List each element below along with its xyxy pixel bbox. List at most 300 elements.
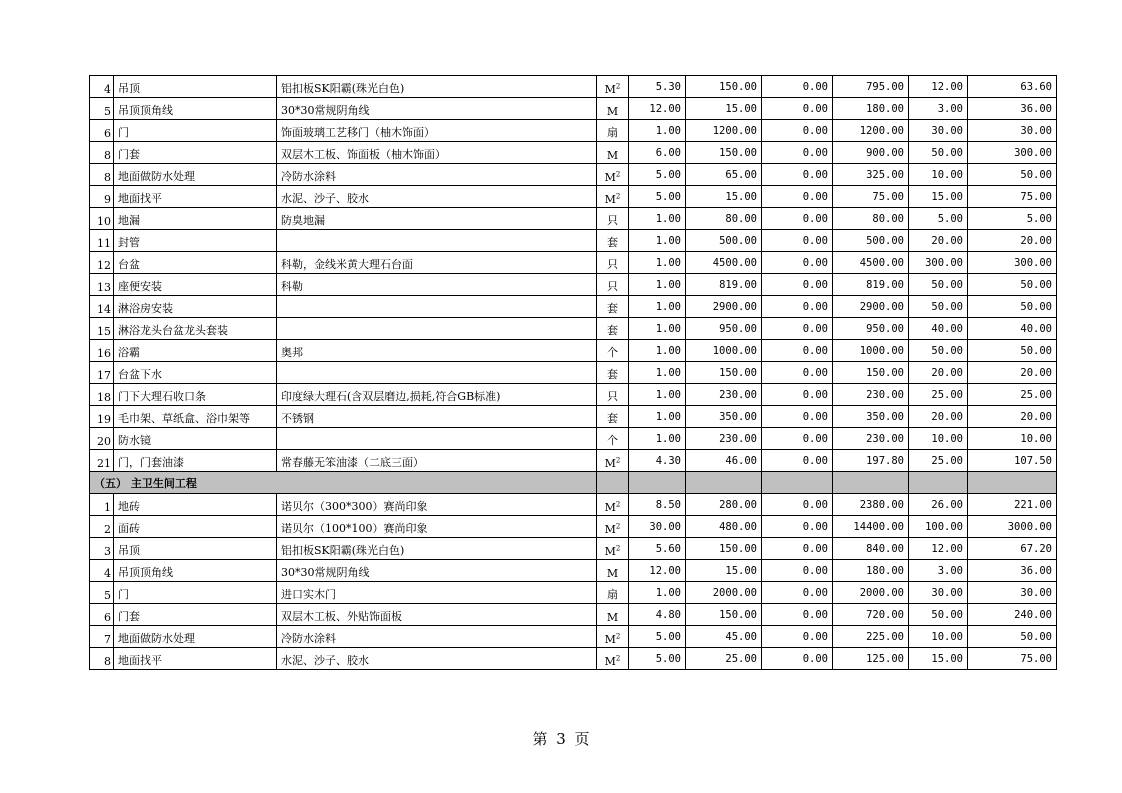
- row-index-cell: 8: [90, 142, 114, 164]
- amount-cell: 25.00: [968, 384, 1057, 406]
- line-total-cell: 900.00: [833, 142, 909, 164]
- item-name-cell: 门套: [114, 142, 277, 164]
- unit-superscript: 2: [615, 544, 621, 553]
- item-spec-cell: 30*30常规阴角线: [277, 98, 597, 120]
- unit-text: M: [606, 105, 619, 118]
- item-unit-cell: [597, 560, 629, 582]
- table-row: [90, 296, 1057, 318]
- table-row: [90, 406, 1057, 428]
- item-spec-cell: [277, 230, 597, 252]
- line-total-cell: 1000.00: [833, 340, 909, 362]
- rate-cell: 10.00: [909, 626, 968, 648]
- line-total-cell: 1200.00: [833, 120, 909, 142]
- aux-cost-cell: 0.00: [762, 340, 833, 362]
- table-body-part-1: [90, 76, 1057, 472]
- unit-price-cell: 819.00: [686, 274, 762, 296]
- rate-cell: 20.00: [909, 362, 968, 384]
- row-index-cell: 17: [90, 362, 114, 384]
- quantity-cell: 8.50: [629, 494, 686, 516]
- table-body-part-2: [90, 494, 1057, 670]
- amount-cell: 30.00: [968, 120, 1057, 142]
- rate-cell: 10.00: [909, 428, 968, 450]
- quantity-cell: 1.00: [629, 582, 686, 604]
- table-row: [90, 582, 1057, 604]
- rate-cell: 3.00: [909, 98, 968, 120]
- amount-cell: 5.00: [968, 208, 1057, 230]
- table-row: [90, 450, 1057, 472]
- aux-cost-cell: 0.00: [762, 274, 833, 296]
- row-index-cell: 10: [90, 208, 114, 230]
- unit-price-cell: 350.00: [686, 406, 762, 428]
- table-row: [90, 252, 1057, 274]
- item-name-cell: 地面做防水处理: [114, 626, 277, 648]
- quantity-cell: 1.00: [629, 120, 686, 142]
- amount-cell: 50.00: [968, 274, 1057, 296]
- rate-cell: 15.00: [909, 648, 968, 670]
- table-row: [90, 208, 1057, 230]
- unit-text: 套: [607, 302, 618, 315]
- line-total-cell: 230.00: [833, 384, 909, 406]
- unit-text: M: [604, 523, 616, 536]
- item-unit-cell: [597, 494, 629, 516]
- unit-price-cell: 230.00: [686, 384, 762, 406]
- row-index-cell: 1: [90, 494, 114, 516]
- quantity-cell: 12.00: [629, 560, 686, 582]
- quantity-cell: 5.60: [629, 538, 686, 560]
- item-name-cell: 门套: [114, 604, 277, 626]
- table-row: [90, 76, 1057, 98]
- rate-cell: 15.00: [909, 186, 968, 208]
- rate-cell: 20.00: [909, 406, 968, 428]
- aux-cost-cell: 0.00: [762, 384, 833, 406]
- amount-cell: 75.00: [968, 648, 1057, 670]
- item-unit-cell: [597, 582, 629, 604]
- unit-text: 扇: [607, 588, 618, 601]
- unit-price-cell: 80.00: [686, 208, 762, 230]
- row-index-cell: 7: [90, 626, 114, 648]
- item-unit-cell: [597, 318, 629, 340]
- item-name-cell: 淋浴龙头台盆龙头套装: [114, 318, 277, 340]
- table-row: [90, 142, 1057, 164]
- amount-cell: 67.20: [968, 538, 1057, 560]
- aux-cost-cell: 0.00: [762, 648, 833, 670]
- quantity-cell: 1.00: [629, 230, 686, 252]
- row-index-cell: 12: [90, 252, 114, 274]
- row-index-cell: 20: [90, 428, 114, 450]
- quantity-cell: 1.00: [629, 362, 686, 384]
- row-index-cell: 14: [90, 296, 114, 318]
- rate-cell: 12.00: [909, 538, 968, 560]
- rate-cell: 50.00: [909, 604, 968, 626]
- aux-cost-cell: 0.00: [762, 120, 833, 142]
- line-total-cell: 225.00: [833, 626, 909, 648]
- unit-text: 套: [607, 368, 618, 381]
- amount-cell: 63.60: [968, 76, 1057, 98]
- table-row: [90, 98, 1057, 120]
- unit-text: M: [604, 83, 616, 96]
- item-name-cell: 地面找平: [114, 648, 277, 670]
- item-name-cell: 淋浴房安装: [114, 296, 277, 318]
- item-spec-cell: [277, 362, 597, 384]
- unit-price-cell: 150.00: [686, 604, 762, 626]
- rate-cell: 50.00: [909, 340, 968, 362]
- quantity-cell: 1.00: [629, 274, 686, 296]
- aux-cost-cell: 0.00: [762, 450, 833, 472]
- unit-price-cell: 150.00: [686, 538, 762, 560]
- item-spec-cell: 双层木工板、外贴饰面板: [277, 604, 597, 626]
- table-row: [90, 604, 1057, 626]
- line-total-cell: 197.80: [833, 450, 909, 472]
- item-unit-cell: [597, 142, 629, 164]
- table-row: [90, 538, 1057, 560]
- unit-price-cell: 65.00: [686, 164, 762, 186]
- amount-cell: 240.00: [968, 604, 1057, 626]
- line-total-cell: 150.00: [833, 362, 909, 384]
- unit-text: M: [604, 545, 616, 558]
- item-spec-cell: 科勒，金线米黄大理石台面: [277, 252, 597, 274]
- amount-cell: 50.00: [968, 296, 1057, 318]
- table-row: [90, 494, 1057, 516]
- row-index-cell: 5: [90, 98, 114, 120]
- unit-superscript: 2: [615, 456, 621, 465]
- aux-cost-cell: 0.00: [762, 186, 833, 208]
- item-spec-cell: [277, 318, 597, 340]
- line-total-cell: 75.00: [833, 186, 909, 208]
- unit-price-cell: 1200.00: [686, 120, 762, 142]
- quantity-cell: 1.00: [629, 208, 686, 230]
- table-row: [90, 560, 1057, 582]
- item-spec-cell: 印度绿大理石(含双层磨边,损耗,符合GB标准): [277, 384, 597, 406]
- line-total-cell: 180.00: [833, 560, 909, 582]
- item-unit-cell: [597, 76, 629, 98]
- unit-superscript: 2: [615, 192, 621, 201]
- item-name-cell: 封管: [114, 230, 277, 252]
- item-spec-cell: 30*30常规阴角线: [277, 560, 597, 582]
- line-total-cell: 2000.00: [833, 582, 909, 604]
- unit-price-cell: 2000.00: [686, 582, 762, 604]
- item-name-cell: 地面找平: [114, 186, 277, 208]
- unit-text: 只: [607, 258, 618, 271]
- line-total-cell: 80.00: [833, 208, 909, 230]
- aux-cost-cell: 0.00: [762, 208, 833, 230]
- line-total-cell: 180.00: [833, 98, 909, 120]
- table-row: [90, 384, 1057, 406]
- unit-superscript: 2: [615, 632, 621, 641]
- quantity-cell: 1.00: [629, 296, 686, 318]
- item-name-cell: 门: [114, 582, 277, 604]
- aux-cost-cell: 0.00: [762, 252, 833, 274]
- unit-text: M: [604, 171, 616, 184]
- rate-cell: 50.00: [909, 142, 968, 164]
- unit-price-cell: 15.00: [686, 560, 762, 582]
- table-row: [90, 428, 1057, 450]
- item-unit-cell: [597, 274, 629, 296]
- item-name-cell: 门: [114, 120, 277, 142]
- unit-price-cell: 45.00: [686, 626, 762, 648]
- item-spec-cell: 不锈钢: [277, 406, 597, 428]
- line-total-cell: 125.00: [833, 648, 909, 670]
- aux-cost-cell: 0.00: [762, 98, 833, 120]
- unit-text: 套: [607, 236, 618, 249]
- unit-superscript: 2: [615, 654, 621, 663]
- table-row: [90, 318, 1057, 340]
- item-spec-cell: 双层木工板、饰面板（柚木饰面）: [277, 142, 597, 164]
- aux-cost-cell: 0.00: [762, 142, 833, 164]
- rate-cell: 25.00: [909, 450, 968, 472]
- row-index-cell: 5: [90, 582, 114, 604]
- line-total-cell: 14400.00: [833, 516, 909, 538]
- amount-cell: 20.00: [968, 230, 1057, 252]
- table-row: [90, 340, 1057, 362]
- unit-price-cell: 46.00: [686, 450, 762, 472]
- amount-cell: 40.00: [968, 318, 1057, 340]
- item-spec-cell: 奥邦: [277, 340, 597, 362]
- item-unit-cell: [597, 428, 629, 450]
- unit-price-cell: 150.00: [686, 362, 762, 384]
- rate-cell: 100.00: [909, 516, 968, 538]
- item-unit-cell: [597, 186, 629, 208]
- item-unit-cell: [597, 384, 629, 406]
- item-spec-cell: 防臭地漏: [277, 208, 597, 230]
- amount-cell: 300.00: [968, 142, 1057, 164]
- item-unit-cell: [597, 296, 629, 318]
- unit-text: M: [604, 633, 616, 646]
- unit-price-cell: 950.00: [686, 318, 762, 340]
- unit-text: M: [604, 457, 616, 470]
- aux-cost-cell: 0.00: [762, 428, 833, 450]
- quantity-cell: 1.00: [629, 340, 686, 362]
- line-total-cell: 325.00: [833, 164, 909, 186]
- item-unit-cell: [597, 516, 629, 538]
- table-row: [90, 186, 1057, 208]
- unit-price-cell: 25.00: [686, 648, 762, 670]
- quotation-table: [89, 75, 1057, 670]
- rate-cell: 300.00: [909, 252, 968, 274]
- line-total-cell: 950.00: [833, 318, 909, 340]
- item-unit-cell: [597, 252, 629, 274]
- row-index-cell: 16: [90, 340, 114, 362]
- aux-cost-cell: 0.00: [762, 560, 833, 582]
- quantity-cell: 1.00: [629, 428, 686, 450]
- item-spec-cell: 水泥、沙子、胶水: [277, 186, 597, 208]
- amount-cell: 10.00: [968, 428, 1057, 450]
- quantity-cell: 5.00: [629, 648, 686, 670]
- unit-superscript: 2: [615, 82, 621, 91]
- unit-price-cell: 280.00: [686, 494, 762, 516]
- amount-cell: 36.00: [968, 560, 1057, 582]
- item-unit-cell: [597, 230, 629, 252]
- aux-cost-cell: 0.00: [762, 230, 833, 252]
- item-spec-cell: 铝扣板SK阳霸(珠光白色): [277, 538, 597, 560]
- unit-text: 套: [607, 412, 618, 425]
- rate-cell: 12.00: [909, 76, 968, 98]
- item-name-cell: 吊顶: [114, 76, 277, 98]
- aux-cost-cell: 0.00: [762, 318, 833, 340]
- unit-text: 扇: [607, 126, 618, 139]
- row-index-cell: 2: [90, 516, 114, 538]
- item-name-cell: 台盆: [114, 252, 277, 274]
- aux-cost-cell: 0.00: [762, 538, 833, 560]
- unit-price-cell: 230.00: [686, 428, 762, 450]
- unit-text: 只: [607, 390, 618, 403]
- item-name-cell: 座便安装: [114, 274, 277, 296]
- row-index-cell: 4: [90, 560, 114, 582]
- section-header-row: [90, 472, 1057, 494]
- item-unit-cell: [597, 208, 629, 230]
- section-title: （五） 主卫生间工程: [90, 472, 597, 494]
- item-unit-cell: [597, 450, 629, 472]
- item-spec-cell: 常春藤无笨油漆（二底三面）: [277, 450, 597, 472]
- quantity-cell: 1.00: [629, 252, 686, 274]
- table-row: [90, 230, 1057, 252]
- item-spec-cell: 进口实木门: [277, 582, 597, 604]
- item-name-cell: 吊顶: [114, 538, 277, 560]
- quantity-cell: 4.30: [629, 450, 686, 472]
- item-spec-cell: [277, 428, 597, 450]
- unit-text: M: [604, 193, 616, 206]
- row-index-cell: 21: [90, 450, 114, 472]
- rate-cell: 50.00: [909, 274, 968, 296]
- amount-cell: 50.00: [968, 340, 1057, 362]
- item-unit-cell: [597, 648, 629, 670]
- quantity-cell: 12.00: [629, 98, 686, 120]
- unit-superscript: 2: [615, 170, 621, 179]
- row-index-cell: 4: [90, 76, 114, 98]
- quantity-cell: 5.30: [629, 76, 686, 98]
- item-name-cell: 地漏: [114, 208, 277, 230]
- item-name-cell: 毛巾架、草纸盒、浴巾架等: [114, 406, 277, 428]
- amount-cell: 50.00: [968, 164, 1057, 186]
- amount-cell: 221.00: [968, 494, 1057, 516]
- unit-price-cell: 1000.00: [686, 340, 762, 362]
- item-unit-cell: [597, 98, 629, 120]
- amount-cell: 20.00: [968, 362, 1057, 384]
- unit-text: M: [604, 501, 616, 514]
- aux-cost-cell: 0.00: [762, 516, 833, 538]
- item-name-cell: 吊顶顶角线: [114, 560, 277, 582]
- aux-cost-cell: 0.00: [762, 76, 833, 98]
- rate-cell: 20.00: [909, 230, 968, 252]
- row-index-cell: 9: [90, 186, 114, 208]
- unit-price-cell: 4500.00: [686, 252, 762, 274]
- row-index-cell: 19: [90, 406, 114, 428]
- quantity-cell: 5.00: [629, 164, 686, 186]
- amount-cell: 20.00: [968, 406, 1057, 428]
- item-name-cell: 面砖: [114, 516, 277, 538]
- row-index-cell: 15: [90, 318, 114, 340]
- row-index-cell: 6: [90, 604, 114, 626]
- line-total-cell: 230.00: [833, 428, 909, 450]
- unit-text: M: [606, 567, 619, 580]
- item-name-cell: 地面做防水处理: [114, 164, 277, 186]
- row-index-cell: 8: [90, 648, 114, 670]
- quantity-cell: 5.00: [629, 626, 686, 648]
- item-name-cell: 浴霸: [114, 340, 277, 362]
- table-row: [90, 164, 1057, 186]
- unit-price-cell: 150.00: [686, 142, 762, 164]
- item-name-cell: 防水镜: [114, 428, 277, 450]
- quantity-cell: 30.00: [629, 516, 686, 538]
- line-total-cell: 2900.00: [833, 296, 909, 318]
- row-index-cell: 8: [90, 164, 114, 186]
- item-spec-cell: 科勒: [277, 274, 597, 296]
- item-spec-cell: 冷防水涂料: [277, 164, 597, 186]
- rate-cell: 5.00: [909, 208, 968, 230]
- item-unit-cell: [597, 604, 629, 626]
- table-row: [90, 274, 1057, 296]
- item-spec-cell: 水泥、沙子、胶水: [277, 648, 597, 670]
- unit-text: M: [604, 655, 616, 668]
- rate-cell: 30.00: [909, 120, 968, 142]
- item-unit-cell: [597, 340, 629, 362]
- quantity-cell: 6.00: [629, 142, 686, 164]
- rate-cell: 40.00: [909, 318, 968, 340]
- item-unit-cell: [597, 406, 629, 428]
- unit-superscript: 2: [615, 522, 621, 531]
- item-unit-cell: [597, 362, 629, 384]
- table-row: [90, 626, 1057, 648]
- aux-cost-cell: 0.00: [762, 604, 833, 626]
- aux-cost-cell: 0.00: [762, 626, 833, 648]
- item-unit-cell: [597, 626, 629, 648]
- unit-price-cell: 500.00: [686, 230, 762, 252]
- amount-cell: 107.50: [968, 450, 1057, 472]
- table-row: [90, 516, 1057, 538]
- item-name-cell: 台盆下水: [114, 362, 277, 384]
- rate-cell: 30.00: [909, 582, 968, 604]
- quantity-cell: 4.80: [629, 604, 686, 626]
- row-index-cell: 18: [90, 384, 114, 406]
- rate-cell: 10.00: [909, 164, 968, 186]
- aux-cost-cell: 0.00: [762, 164, 833, 186]
- line-total-cell: 350.00: [833, 406, 909, 428]
- item-spec-cell: 饰面玻璃工艺移门（柚木饰面）: [277, 120, 597, 142]
- unit-text: 只: [607, 280, 618, 293]
- item-unit-cell: [597, 538, 629, 560]
- item-spec-cell: 冷防水涂料: [277, 626, 597, 648]
- aux-cost-cell: 0.00: [762, 582, 833, 604]
- section-header-group: [90, 472, 1057, 494]
- item-name-cell: 门，门套油漆: [114, 450, 277, 472]
- amount-cell: 75.00: [968, 186, 1057, 208]
- line-total-cell: 840.00: [833, 538, 909, 560]
- unit-price-cell: 150.00: [686, 76, 762, 98]
- unit-text: M: [606, 149, 619, 162]
- item-name-cell: 地砖: [114, 494, 277, 516]
- unit-text: 只: [607, 214, 618, 227]
- unit-price-cell: 2900.00: [686, 296, 762, 318]
- line-total-cell: 2380.00: [833, 494, 909, 516]
- aux-cost-cell: 0.00: [762, 406, 833, 428]
- line-total-cell: 819.00: [833, 274, 909, 296]
- item-spec-cell: 诺贝尔（100*100）赛尚印象: [277, 516, 597, 538]
- unit-price-cell: 480.00: [686, 516, 762, 538]
- unit-text: M: [606, 611, 619, 624]
- table-row: [90, 120, 1057, 142]
- quantity-cell: 5.00: [629, 186, 686, 208]
- item-name-cell: 吊顶顶角线: [114, 98, 277, 120]
- unit-superscript: 2: [615, 500, 621, 509]
- line-total-cell: 795.00: [833, 76, 909, 98]
- amount-cell: 36.00: [968, 98, 1057, 120]
- quantity-cell: 1.00: [629, 384, 686, 406]
- unit-text: 套: [607, 324, 618, 337]
- quantity-cell: 1.00: [629, 406, 686, 428]
- quantity-cell: 1.00: [629, 318, 686, 340]
- unit-text: 个: [607, 434, 618, 447]
- unit-price-cell: 15.00: [686, 98, 762, 120]
- aux-cost-cell: 0.00: [762, 296, 833, 318]
